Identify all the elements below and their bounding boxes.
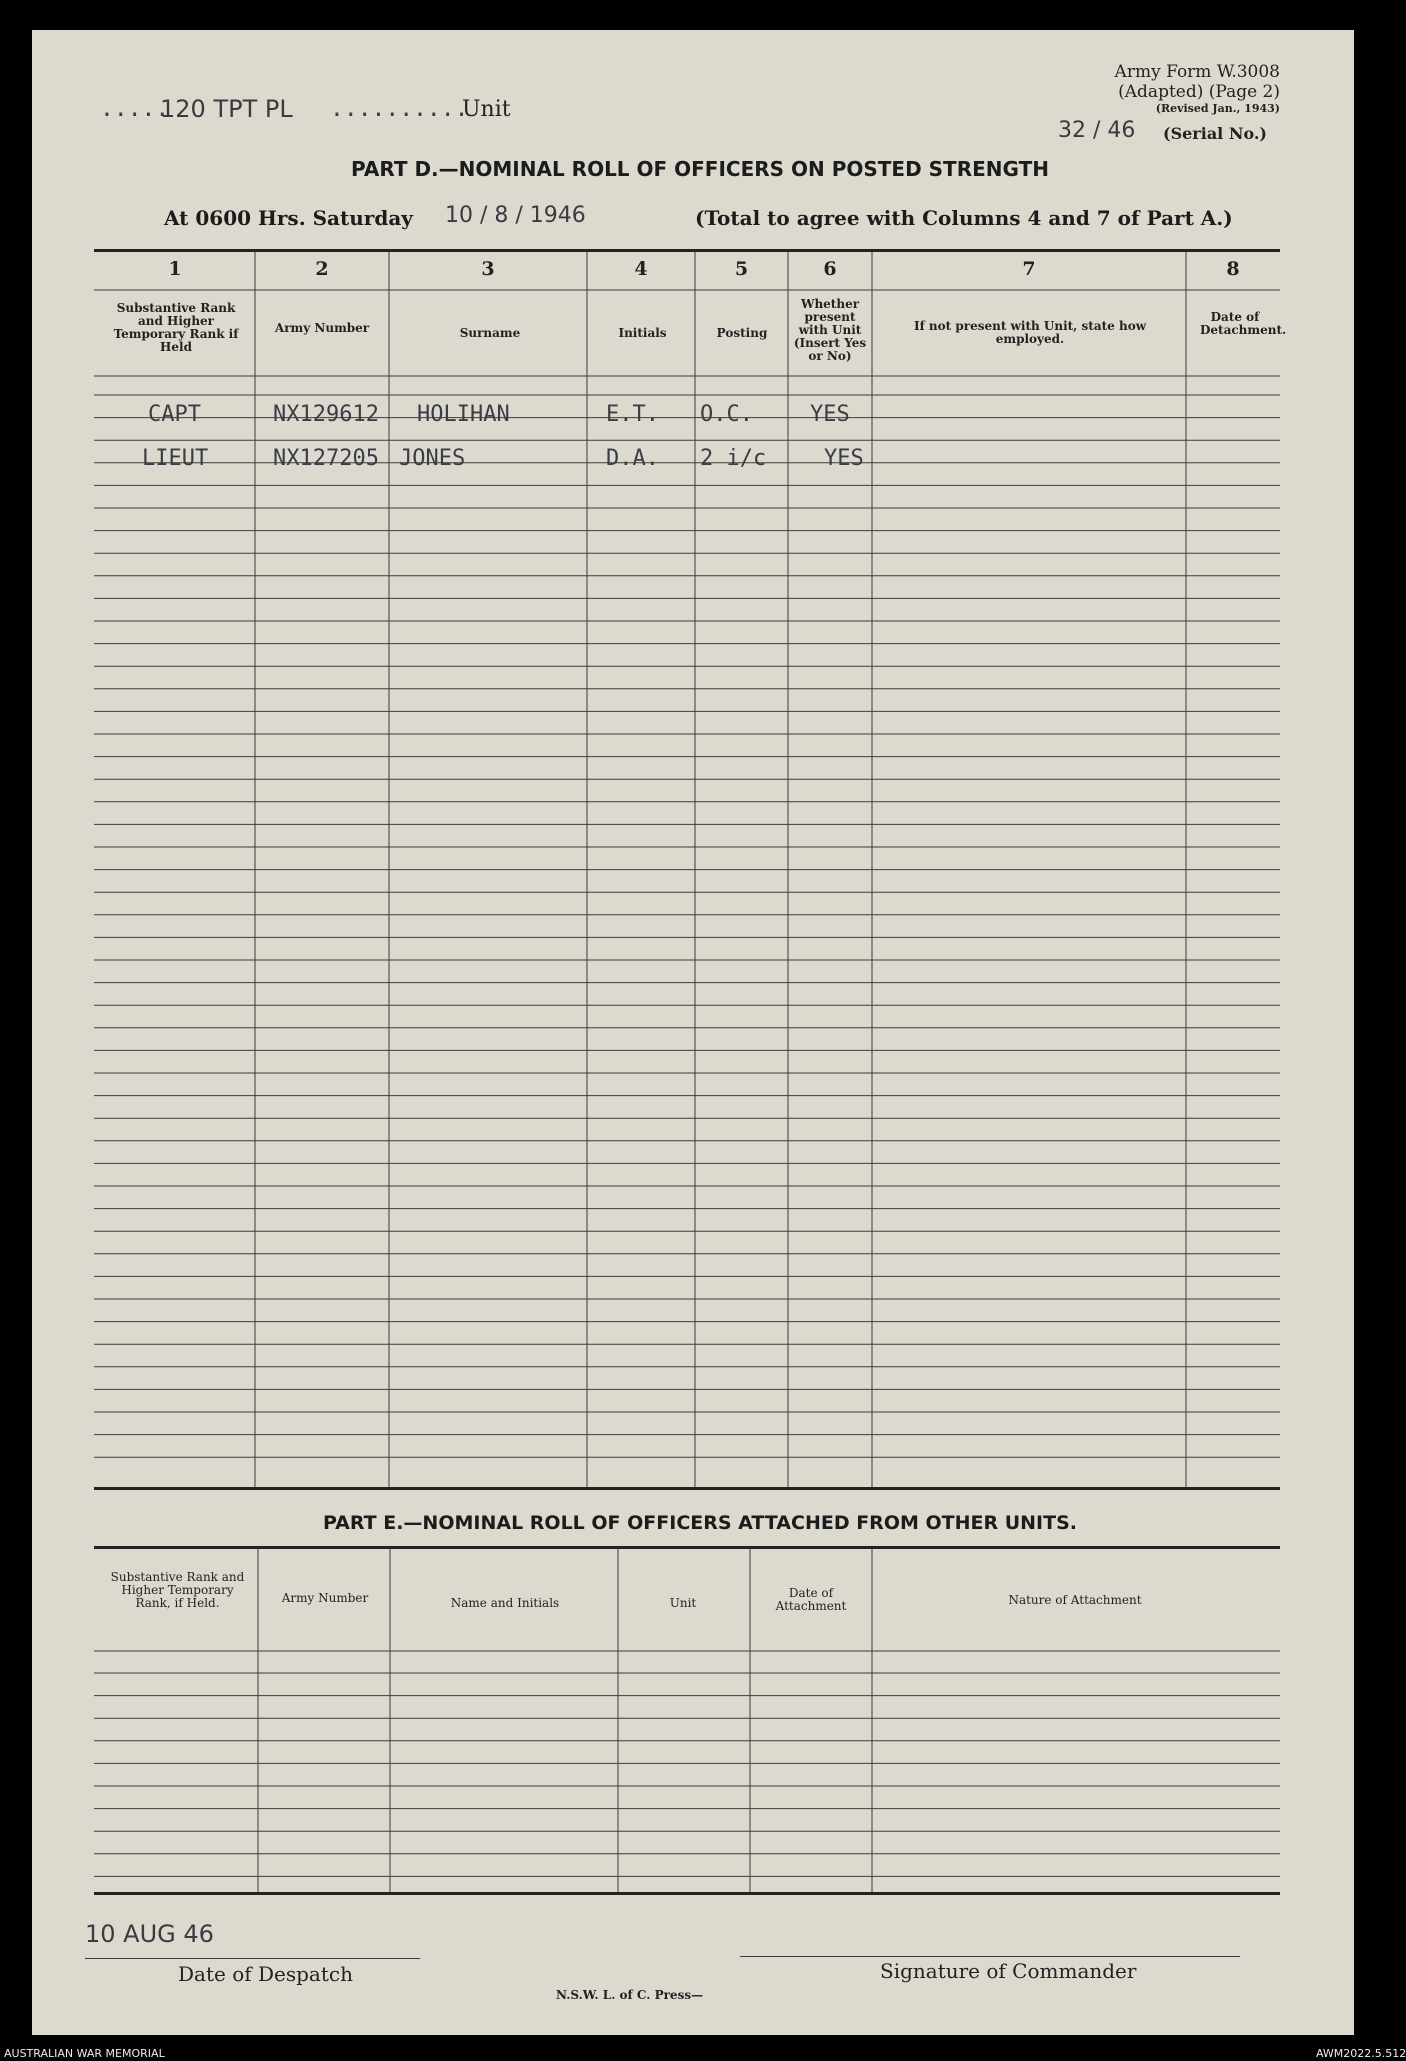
date-value: 10 / 8 / 1946 — [445, 203, 586, 228]
col-number-4: 4 — [634, 258, 648, 280]
row1-surname: HOLIHAN — [417, 402, 510, 427]
row2-present: YES — [824, 446, 864, 471]
form-revised: (Revised Jan., 1943) — [1155, 102, 1280, 115]
col-number-8: 8 — [1226, 258, 1240, 280]
part-d-title: PART D.—NOMINAL ROLL OF OFFICERS ON POSTED STRENGTH — [351, 157, 1049, 181]
row2-rank: LIEUT — [142, 446, 209, 471]
signature-line — [740, 1956, 1240, 1957]
col-number-2: 2 — [315, 258, 329, 280]
form-id: Army Form W.3008 — [1114, 62, 1280, 82]
row2-surname: JONES — [399, 446, 466, 471]
row1-present: YES — [810, 402, 850, 427]
col-number-7: 7 — [1022, 258, 1036, 280]
e-col-header-nature: Nature of Attachment — [1008, 1593, 1142, 1607]
e-col-header-army-number: Army Number — [281, 1591, 369, 1605]
e-col-header-name: Name and Initials — [450, 1596, 560, 1610]
row1-army-number: NX129612 — [273, 402, 379, 427]
caption-right: AWM2022.5.512 — [1316, 2047, 1406, 2060]
col-header-army-number: Army Number — [274, 321, 370, 335]
col-number-1: 1 — [168, 258, 182, 280]
row1-posting: O.C. — [700, 402, 753, 427]
col-header-posting: Posting — [716, 326, 768, 340]
row2-army-number: NX127205 — [273, 446, 379, 471]
part-d-top-border — [94, 249, 1280, 252]
col-header-present: Whether present with Unit (Insert Yes or No) — [793, 297, 867, 363]
despatch-value: 10 AUG 46 — [85, 1920, 214, 1948]
col-number-3: 3 — [481, 258, 495, 280]
serial-value: 32 / 46 — [1058, 118, 1136, 143]
col-header-surname: Surname — [459, 326, 521, 340]
row1-initials: E.T. — [606, 402, 659, 427]
row2-initials: D.A. — [606, 446, 659, 471]
despatch-line — [85, 1958, 420, 1959]
at-label: At 0600 Hrs. Saturday — [164, 206, 413, 230]
col-header-detachment: Date of Detachment. — [1200, 310, 1287, 337]
serial-label: (Serial No.) — [1163, 124, 1267, 143]
part-d-bottom-border — [94, 1487, 1280, 1490]
row2-posting: 2 i/c — [700, 446, 767, 471]
unit-value: 120 TPT PL — [160, 95, 293, 123]
part-e-title: PART E.—NOMINAL ROLL OF OFFICERS ATTACHED FROM OTHER UNITS. — [323, 1512, 1077, 1534]
unit-dots: ..... — [100, 96, 170, 122]
col-header-rank: Substantive Rank and Higher Temporary Rank if Held — [113, 301, 239, 354]
unit-dots-trail: .......... — [330, 96, 469, 122]
row1-rank: CAPT — [148, 402, 201, 427]
e-col-header-date: Date of Attachment — [775, 1586, 847, 1613]
caption-left: AUSTRALIAN WAR MEMORIAL — [4, 2047, 165, 2060]
signature-label: Signature of Commander — [880, 1959, 1137, 1983]
e-col-header-unit: Unit — [669, 1596, 697, 1610]
e-col-header-rank: Substantive Rank and Higher Temporary Rank, if Held. — [110, 1570, 245, 1610]
part-e-top-border — [94, 1546, 1280, 1549]
despatch-label: Date of Despatch — [178, 1962, 353, 1986]
col-number-5: 5 — [734, 258, 749, 280]
unit-label: Unit — [462, 97, 511, 122]
col-header-employed: If not present with Unit, state how employed. — [913, 319, 1147, 346]
total-note: (Total to agree with Columns 4 and 7 of Part A.) — [695, 206, 1233, 230]
col-number-6: 6 — [823, 258, 837, 280]
press-imprint: N.S.W. L. of C. Press— — [556, 1988, 704, 2002]
part-e-bottom-border — [94, 1892, 1280, 1895]
col-header-initials: Initials — [618, 326, 667, 340]
form-adapted: (Adapted) (Page 2) — [1118, 82, 1280, 102]
